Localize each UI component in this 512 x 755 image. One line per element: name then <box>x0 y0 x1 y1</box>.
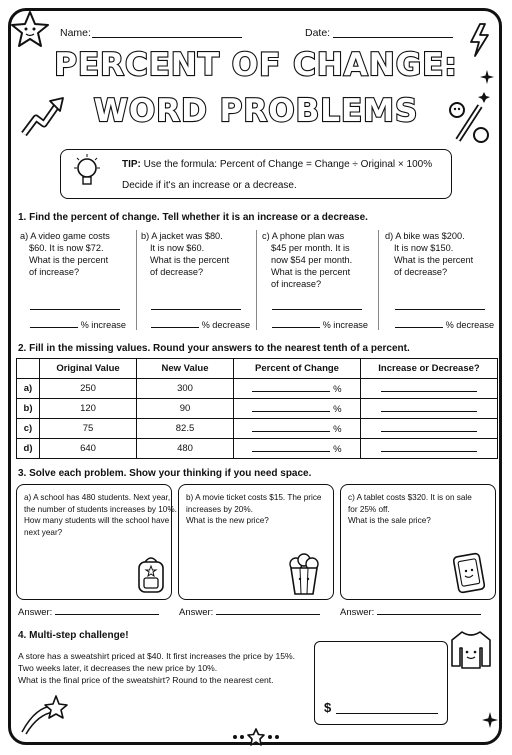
percent-field[interactable] <box>252 383 330 392</box>
tip-line1 <box>122 159 432 170</box>
tip-box <box>60 149 452 199</box>
column-header: Increase or Decrease? <box>361 359 498 379</box>
column-header: New Value <box>137 359 234 379</box>
column-header: Original Value <box>40 359 137 379</box>
answer-field-3a[interactable] <box>55 614 159 615</box>
section4-heading: 4. Multi-step challenge! <box>18 630 129 641</box>
challenge-answer-field[interactable] <box>336 713 438 714</box>
tablet-icon <box>452 553 488 595</box>
challenge-text: A store has a sweatshirt priced at $40. It first increases the price by 15%. Two weeks later, it decreases the new price by 10%. What is the final price of the sweatshirt? Round to the nearest cent. <box>18 651 296 685</box>
sweatshirt-icon <box>448 626 494 672</box>
page-title-line1: PERCENT OF CHANGE: <box>54 47 458 83</box>
date-label: Date: <box>305 27 331 39</box>
work-line-1a[interactable] <box>30 309 120 310</box>
divider <box>378 230 379 330</box>
direction-field[interactable] <box>381 443 477 452</box>
popcorn-icon <box>288 552 320 596</box>
problem-1c: c) A phone plan was $45 per month. It is now $54 per month. What is the percent of increase? <box>262 231 353 289</box>
arrow-up-icon <box>20 96 66 138</box>
answer-3c: Answer: <box>340 607 481 618</box>
problem-3c: c) A tablet costs $320. It is on sale for 25% off. What is the sale price? <box>348 493 472 525</box>
work-line-1b[interactable] <box>151 309 241 310</box>
problem-1d: d) A bike was $200. It is now $150. What is the percent of decrease? <box>385 231 474 277</box>
tip-line2: Decide if it's an increase or a decrease. <box>122 180 297 191</box>
table-row: b) 120 90 % <box>17 399 498 419</box>
percent-field[interactable] <box>252 423 330 432</box>
sparkle-icon <box>480 70 494 84</box>
lightning-icon <box>468 22 492 58</box>
percent-field[interactable] <box>252 443 330 452</box>
answer-3b: Answer: <box>179 607 320 618</box>
sparkle-icon <box>482 712 498 728</box>
answer-1a: % increase <box>30 320 126 330</box>
work-line-1c[interactable] <box>272 309 362 310</box>
divider <box>136 230 137 330</box>
answer-3a: Answer: <box>18 607 159 618</box>
page-title-line2: WORD PROBLEMS <box>93 93 419 129</box>
table-row: d) 640 480 % <box>17 439 498 459</box>
work-line-1d[interactable] <box>395 309 485 310</box>
table-row: a) 250 300 % <box>17 379 498 399</box>
divider <box>256 230 257 330</box>
problem-3b: b) A movie ticket costs $15. The price increases by 20%. What is the new price? <box>186 493 322 525</box>
answer-field-3b[interactable] <box>216 614 320 615</box>
answer-1c: % increase <box>272 320 368 330</box>
problem-1a: a) A video game costs $60. It is now $72. What is the percent of increase? <box>20 231 110 277</box>
answer-field-1b[interactable] <box>151 327 199 328</box>
percent-icon <box>446 88 492 150</box>
backpack-icon <box>136 554 166 594</box>
answer-field-1a[interactable] <box>30 327 78 328</box>
tip-formula: Use the formula: Percent of Change = Change ÷ Original × 100% <box>143 159 433 170</box>
tip-label: TIP: <box>122 159 141 170</box>
section3-heading: 3. Solve each problem. Show your thinking if you need space. <box>18 468 312 479</box>
section2-heading: 2. Fill in the missing values. Round your answers to the nearest tenth of a percent. <box>18 343 410 354</box>
date-field[interactable] <box>333 37 453 38</box>
table-header-row <box>17 359 498 379</box>
answer-field-1d[interactable] <box>395 327 443 328</box>
column-header: Percent of Change <box>234 359 361 379</box>
answer-1b: % decrease <box>151 320 250 330</box>
section1-heading: 1. Find the percent of change. Tell whether it is an increase or a decrease. <box>18 212 368 223</box>
name-label: Name: <box>60 27 91 39</box>
star-face-icon <box>10 10 50 48</box>
answer-field-3c[interactable] <box>377 614 481 615</box>
shooting-star-icon <box>18 692 68 736</box>
direction-field[interactable] <box>381 383 477 392</box>
name-field[interactable] <box>92 37 242 38</box>
percent-field[interactable] <box>252 403 330 412</box>
direction-field[interactable] <box>381 403 477 412</box>
dollar-sign: $ <box>324 700 332 715</box>
answer-1d: % decrease <box>395 320 494 330</box>
star-divider-icon <box>232 728 280 746</box>
values-table <box>16 358 498 459</box>
lightbulb-icon <box>72 153 102 193</box>
problem-3a: a) A school has 480 students. Next year, the number of students increases by 10%. How many students will the school have next year? <box>24 493 177 537</box>
table-row: c) 75 82.5 % <box>17 419 498 439</box>
answer-field-1c[interactable] <box>272 327 320 328</box>
direction-field[interactable] <box>381 423 477 432</box>
problem-1b: b) A jacket was $80. It is now $60. What is the percent of decrease? <box>141 231 230 277</box>
